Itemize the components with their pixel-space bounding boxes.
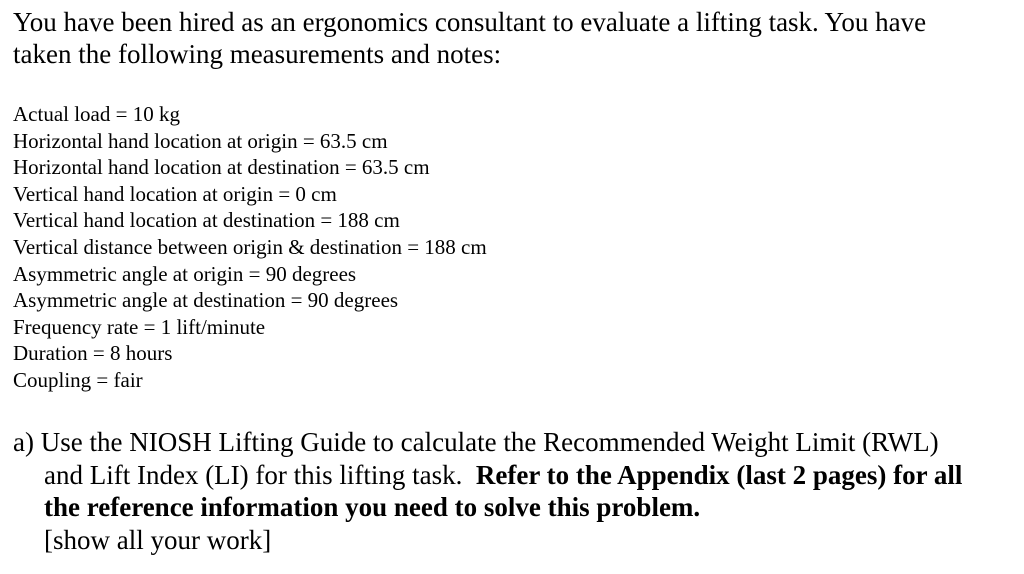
intro-paragraph: [13, 6, 1013, 70]
question-line-4: [show all your work]: [44, 524, 272, 555]
note-vertical-distance: Vertical distance between origin & destination = 188 cm: [13, 234, 487, 259]
note-vertical-destination: Vertical hand location at destination = 188 cm: [13, 208, 400, 233]
note-horizontal-origin: Horizontal hand location at origin = 63.5 cm: [13, 128, 388, 153]
question-a: [13, 426, 962, 556]
note-asymmetric-origin: Asymmetric angle at origin = 90 degrees: [13, 261, 357, 286]
note-asymmetric-destination: Asymmetric angle at destination = 90 degrees: [13, 288, 399, 313]
measurement-notes-list: [13, 101, 487, 394]
question-line-2-plain: and Lift Index (LI) for this lifting task.: [44, 459, 476, 490]
question-line-3: the reference information you need to solve this problem.: [44, 492, 701, 522]
intro-line-2: taken the following measurements and notes:: [13, 39, 502, 69]
note-duration: Duration = 8 hours: [13, 341, 173, 366]
note-horizontal-destination: Horizontal hand location at destination = 63.5 cm: [13, 155, 430, 180]
intro-line-1: You have been hired as an ergonomics consultant to evaluate a lifting task. You have: [13, 7, 927, 37]
question-line-2: [13, 459, 962, 492]
question-line-1: a) Use the NIOSH Lifting Guide to calculate the Recommended Weight Limit (RWL): [13, 427, 939, 457]
note-coupling: Coupling = fair: [13, 367, 143, 392]
note-frequency-rate: Frequency rate = 1 lift/minute: [13, 314, 266, 339]
question-line-2-bold: Refer to the Appendix (last 2 pages) for all: [475, 459, 963, 490]
note-actual-load: Actual load = 10 kg: [13, 102, 180, 126]
note-vertical-origin: Vertical hand location at origin = 0 cm: [13, 181, 337, 206]
